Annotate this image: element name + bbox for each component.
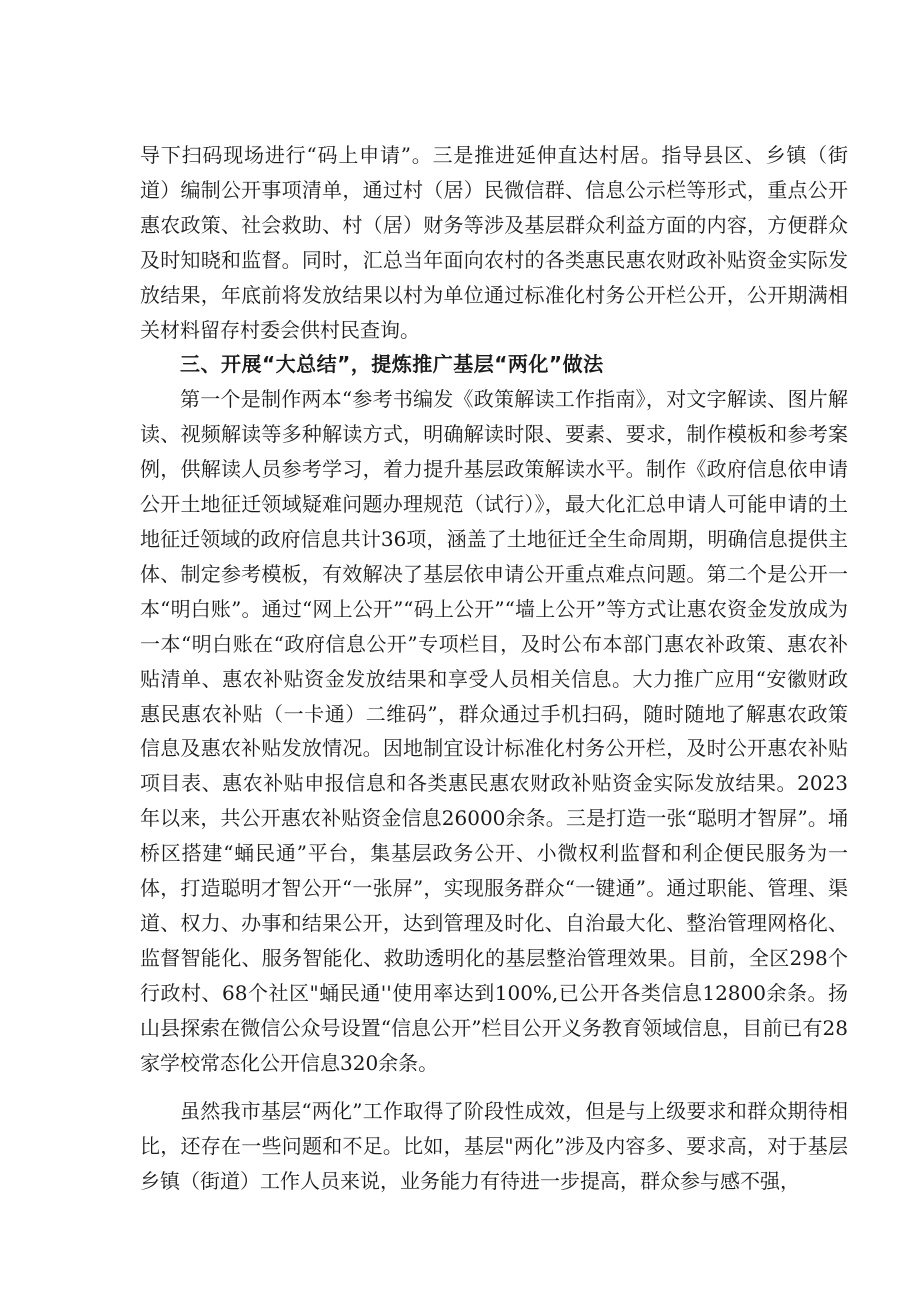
- paragraph-section-three: 第一个是制作两本“参考书编发《政策解读工作指南》，对文字解读、图片解读、视频解读等多种解读方式，明确解读时限、要素、要求，制作模板和参考案例，供解读人员参考学习，着力提升基层政策解读水平。制作《政府信息依申请公开土地征迁领域疑难问题办理规范（试行）》，最大化汇总申请人可能申请的土地征迁领域的政府信息共计36项，涵盖了土地征迁全生命周期，明确信息提供主体、制定参考模板，有效解决了基层依申请公开重点难点问题。第二个是公开一本“明白账”。通过“网上公开”“码上公开”“墙上公开”等方式让惠农资金发放成为一本“明白账在“政府信息公开”专项栏目，及时公布本部门惠农补政策、惠农补贴清单、惠农补贴资金发放结果和享受人员相关信息。大力推广应用“安徽财政惠民惠农补贴（一卡通）二维码”，群众通过手机扫码，随时随地了解惠农政策信息及惠农补贴发放情况。因地制宜设计标准化村务公开栏，及时公开惠农补贴项目表、惠农补贴申报信息和各类惠民惠农财政补贴资金实际发放结果。2023年以来，共公开惠农补贴资金信息26000余条。三是打造一张“聪明才智屏”。埇桥区搭建“蛹民通”平台，集基层政务公开、小微权利监督和利企便民服务为一体，打造聪明才智公开“一张屏”，实现服务群众“一键通”。通过职能、管理、渠道、权力、办事和结果公开，达到管理及时化、自治最大化、整治管理网格化、监督智能化、服务智能化、救助透明化的基层整治管理效果。目前，全区298个行政村、68个社区"蛹民通''使用率达到100%,已公开各类信息12800余条。扬山县探索在微信公众号设置“信息公开”栏目公开义务教育领域信息，目前已有28家学校常态化公开信息320余条。: [140, 387, 848, 1075]
- paragraph-continued: 导下扫码现场进行“码上申请”。三是推进延伸直达村居。指导县区、乡镇（街道）编制公开事项清单，通过村（居）民微信群、信息公示栏等形式，重点公开惠农政策、社会救助、村（居）财务等涉及基层群众利益方面的内容，方便群众及时知晓和监督。同时，汇总当年面向农村的各类惠民惠农财政补贴资金实际发放结果，年底前将发放结果以村为单位通过标准化村务公开栏公开，公开期满相关材料留存村委会供村民查询。: [140, 143, 848, 342]
- section-heading: 三、开展“大总结”，提炼推广基层“两化”做法: [180, 352, 604, 377]
- paragraph-problems: 虽然我市基层“两化”工作取得了阶段性成效，但是与上级要求和群众期待相比，还存在一些问题和不足。比如，基层"两化”涉及内容多、要求高，对于基层乡镇（街道）工作人员来说，业务能力有待进一步提高，群众参与感不强，: [140, 1099, 848, 1194]
- document-body: [140, 138, 848, 1199]
